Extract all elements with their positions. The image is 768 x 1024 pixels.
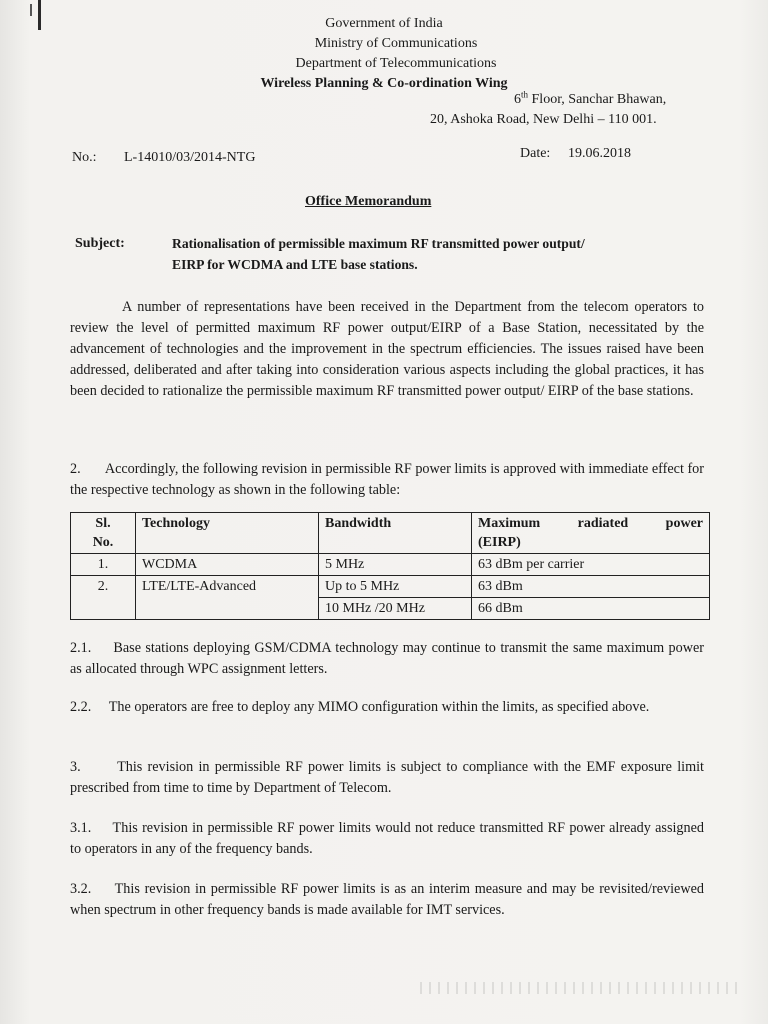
cell-power: 63 dBm <box>472 576 710 598</box>
date-value: 19.06.2018 <box>568 146 631 161</box>
date-label: Date: <box>520 146 551 161</box>
address-floor-suffix: th <box>521 89 529 100</box>
header-sl-line1: Sl. <box>95 516 111 531</box>
paragraph-3-2: 3.2. This revision in permissible RF power limits is as an interim measure and may be revisited/reviewed when spectrum in other frequency bands is made available for IMT services. <box>70 881 708 918</box>
table-row <box>71 576 710 598</box>
subject-line-2: EIRP for WCDMA and LTE base stations. <box>172 257 418 272</box>
header-power <box>472 513 710 554</box>
paragraph-1: A number of representations have been received in the Department from the telecom operators to review the level of permitted maximum RF power output/EIRP of a Base Station, necessitated by the advancement of technologies and the improvement in the spectrum efficiencies. The issues raised have been addressed, deliberated and after taking into consideration various aspects including the global practices, it has been decided to rationalize the permissible maximum RF transmitted power output/ EIRP of the base stations. <box>70 299 704 399</box>
cell-bandwidth: 5 MHz <box>319 554 472 576</box>
power-limits-table <box>70 512 710 620</box>
header-ministry: Ministry of Communications <box>314 36 478 51</box>
table-row <box>71 554 710 576</box>
paragraph-2-1: 2.1. Base stations deploying GSM/CDMA technology may continue to transmit the same maximum power as allocated through WPC assignment letters. <box>70 640 708 677</box>
paragraph-3: 3. This revision in permissible RF power limits is subject to compliance with the EMF exposure limit prescribed from time to time by Department of Telecom. <box>70 759 708 796</box>
paragraph-2-2: 2.2. The operators are free to deploy any MIMO configuration within the limits, as specified above. <box>70 699 650 715</box>
header-wing: Wireless Planning & Co-ordination Wing <box>260 76 508 91</box>
ref-no-value: L-14010/03/2014-NTG <box>124 150 256 165</box>
paragraph-2: 2. Accordingly, the following revision in permissible RF power limits is approved with immediate effect for the respective technology as shown in the following table: <box>70 461 708 498</box>
scan-noise <box>420 982 740 994</box>
cell-power: 66 dBm <box>472 598 710 620</box>
header-power-line2: (EIRP) <box>478 535 521 550</box>
cell-sl: 2. <box>71 576 136 620</box>
header-government: Government of India <box>325 16 443 31</box>
memo-title: Office Memorandum <box>305 194 432 209</box>
header-sl <box>71 513 136 554</box>
cell-power: 63 dBm per carrier <box>472 554 710 576</box>
address-line-1 <box>514 89 667 108</box>
scan-edge-mark-small <box>30 4 32 16</box>
address-floor-number: 6 <box>514 92 521 107</box>
cell-sl: 1. <box>71 554 136 576</box>
address-line-2: 20, Ashoka Road, New Delhi – 110 001. <box>430 112 657 127</box>
cell-technology: WCDMA <box>136 554 319 576</box>
header-sl-line2: No. <box>92 535 114 550</box>
paragraph-3-1: 3.1. This revision in permissible RF power limits would not reduce transmitted RF power already assigned to operators in any of the frequency bands. <box>70 820 708 857</box>
address-building: Floor, Sanchar Bhawan, <box>528 92 667 107</box>
subject-label: Subject: <box>75 236 125 251</box>
header-power-line1: Maximum radiated power <box>478 516 703 531</box>
cell-bandwidth: Up to 5 MHz <box>319 576 472 598</box>
subject-line-1: Rationalisation of permissible maximum RF transmitted power output/ <box>172 236 585 251</box>
table-header-row <box>71 513 710 554</box>
header-bandwidth: Bandwidth <box>319 513 472 554</box>
header-technology: Technology <box>136 513 319 554</box>
header-department: Department of Telecommunications <box>295 56 497 71</box>
cell-bandwidth: 10 MHz /20 MHz <box>319 598 472 620</box>
ref-no-label: No.: <box>72 150 97 165</box>
cell-technology: LTE/LTE-Advanced <box>136 576 319 620</box>
